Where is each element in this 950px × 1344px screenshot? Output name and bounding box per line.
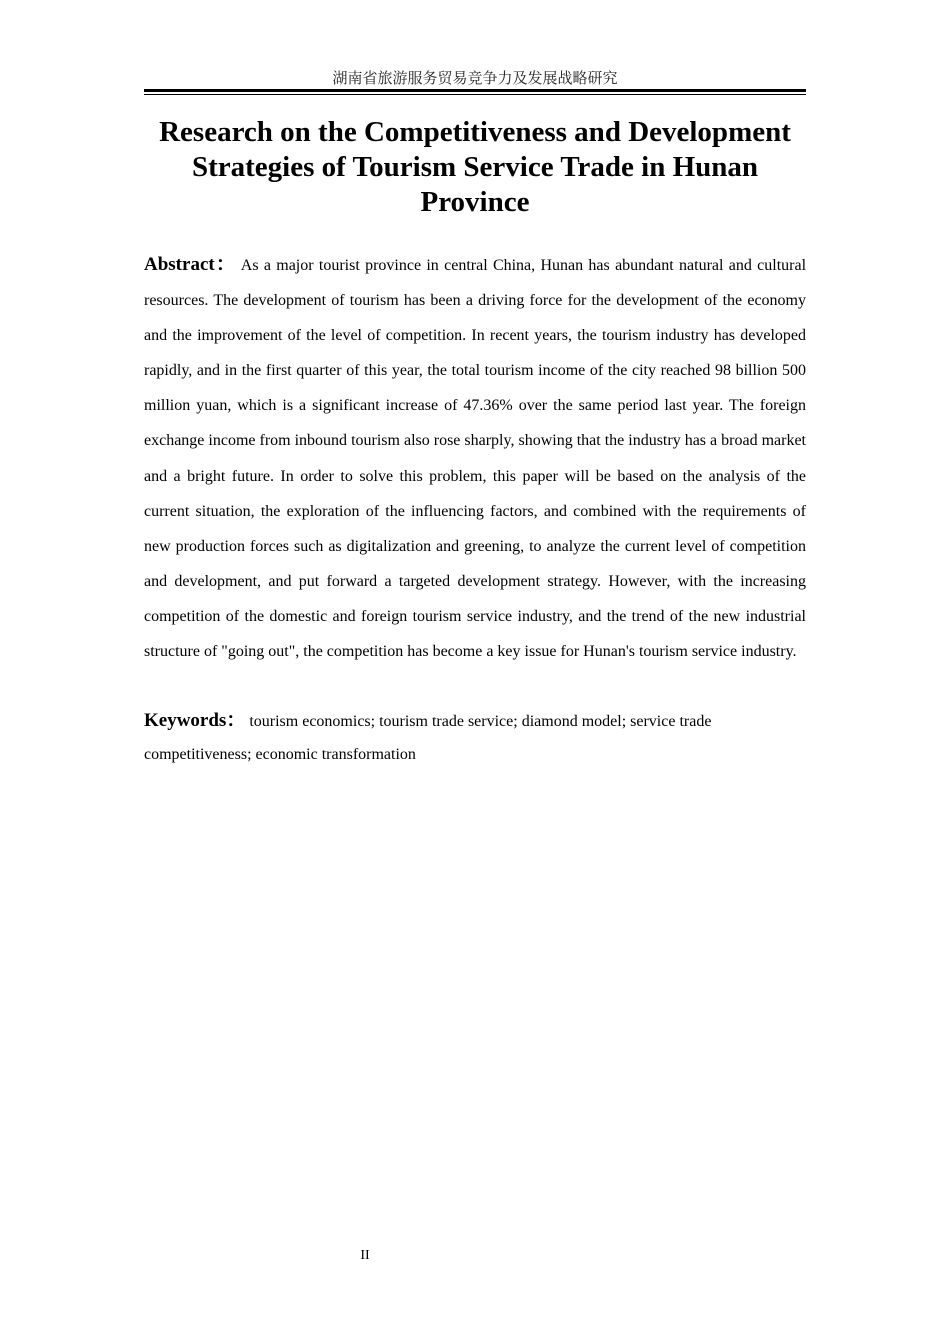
abstract-paragraph — [144, 247, 806, 669]
page-number: II — [360, 1248, 370, 1263]
abstract-label: Abstract： — [144, 254, 237, 275]
header-rule-thin — [144, 94, 806, 95]
abstract-text: As a major tourist province in central China, Hunan has abundant natural and cultural resources. The development of tourism has been a driving force for the development of the economy and the improvement of the level of competition. In recent years, the tourism industry has developed rapidly, and in the first quarter of this year, the total tourism income of the city reached 98 billion 500 million yuan, which is a significant increase of 47.36% over the same period last year. The foreign exchange income from inbound tourism also rose sharply, showing that the industry has a broad market and a bright future. In order to solve this problem, this paper will be based on the analysis of the current situation, the exploration of the influencing factors, and combined with the requirements of new production forces such as digitalization and greening, to analyze the current level of competition and development, and put forward a targeted development strategy. However, with the increasing competition of the domestic and foreign tourism service industry, and the trend of the new industrial structure of "going out", the competition has become a key issue for Hunan's tourism service industry. — [144, 257, 807, 661]
paper-title: Research on the Competitiveness and Development Strategies of Tourism Service Trade in Hunan Province — [159, 116, 791, 218]
header-rule-thick — [144, 89, 806, 92]
keywords-paragraph — [144, 704, 806, 771]
running-header: 湖南省旅游服务贸易竞争力及发展战略研究 — [332, 69, 618, 87]
keywords-text: tourism economics; tourism trade service; diamond model; service trade competitiveness; economic transformation — [144, 713, 712, 763]
keywords-label: Keywords： — [144, 710, 246, 731]
